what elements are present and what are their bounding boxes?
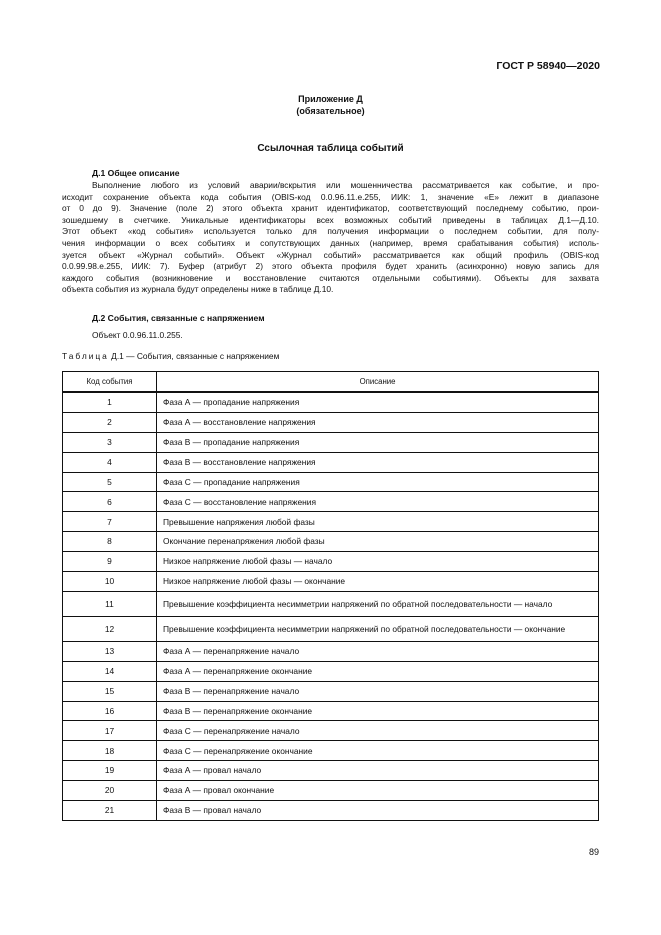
event-code-cell: 14 <box>63 661 157 681</box>
table-header-row <box>63 372 599 393</box>
event-code-cell: 20 <box>63 781 157 801</box>
table-row <box>63 591 599 616</box>
table-caption-text: Д.1 — События, связанные с напряжением <box>108 351 280 361</box>
table-caption <box>62 351 279 361</box>
event-description-cell: Превышение напряжения любой фазы <box>157 512 599 532</box>
voltage-events-table <box>62 371 599 821</box>
table-row <box>63 781 599 801</box>
event-description-cell: Превышение коэффициента несимметрии напряжений по обратной последовательности — начало <box>157 591 599 616</box>
table-row <box>63 721 599 741</box>
table-row <box>63 472 599 492</box>
event-code-cell: 6 <box>63 492 157 512</box>
table-row <box>63 572 599 592</box>
paragraph-line: Этот объект «код события» используется только для получения информации о последнем событии, для полу- <box>62 226 599 237</box>
table-row <box>63 761 599 781</box>
appendix-title: Приложение Д <box>298 94 363 104</box>
event-code-cell: 1 <box>63 392 157 412</box>
paragraph-line: Выполнение любого из условий аварии/вскрытия или мошенничества рассматривается как событие, и про- <box>92 180 599 190</box>
event-description-cell: Фаза А — перенапряжение начало <box>157 641 599 661</box>
header-description: Описание <box>157 372 599 393</box>
event-code-cell: 10 <box>63 572 157 592</box>
table-row <box>63 641 599 661</box>
event-description-cell: Фаза С — перенапряжение начало <box>157 721 599 741</box>
table-row <box>63 552 599 572</box>
table-row <box>63 392 599 412</box>
page-number: 89 <box>588 847 599 857</box>
general-description <box>62 180 599 296</box>
event-description-cell: Окончание перенапряжения любой фазы <box>157 532 599 552</box>
event-code-cell: 12 <box>63 616 157 641</box>
event-code-cell: 8 <box>63 532 157 552</box>
event-description-cell: Фаза С — пропадание напряжения <box>157 472 599 492</box>
event-description-cell: Фаза В — перенапряжение начало <box>157 681 599 701</box>
paragraph-line: зуется объект «Журнал событий». Объект «Журнал событий» рассматривается как общий профиль (OBIS-код <box>62 249 599 260</box>
event-code-cell: 17 <box>63 721 157 741</box>
event-code-cell: 4 <box>63 452 157 472</box>
event-description-cell: Превышение коэффициента несимметрии напряжений по обратной последовательности — окончание <box>157 616 599 641</box>
event-description-cell: Фаза С — перенапряжение окончание <box>157 741 599 761</box>
event-code-cell: 2 <box>63 412 157 432</box>
table-row <box>63 616 599 641</box>
table-row <box>63 801 599 821</box>
event-code-cell: 7 <box>63 512 157 532</box>
table-caption-prefix: Таблица <box>62 351 109 361</box>
table-row <box>63 661 599 681</box>
event-description-cell: Низкое напряжение любой фазы — окончание <box>157 572 599 592</box>
paragraph-line: исходит сохранение объекта кода события (OBIS-код 0.0.96.11.e.255, ИИК: 1, значение «E» лежит в диапазоне <box>62 191 599 202</box>
paragraph-line: зошедшему в счетчике. Уникальные идентификаторы всех возможных событий приведены в таблицах Д.1—Д.10. <box>62 214 599 225</box>
table-row <box>63 741 599 761</box>
page-title: Ссылочная таблица событий <box>257 143 404 154</box>
event-code-cell: 5 <box>63 472 157 492</box>
event-code-cell: 3 <box>63 432 157 452</box>
table-row <box>63 701 599 721</box>
event-code-cell: 18 <box>63 741 157 761</box>
appendix-status: (обязательное) <box>296 106 365 116</box>
event-code-cell: 16 <box>63 701 157 721</box>
paragraph-line: объекта события из журнала будут определены ниже в таблице Д.10. <box>62 284 334 295</box>
paragraph-line: от 0 до 9). Значение (поле 2) этого объекта хранит идентификатор, соответствующий последнему событию, прои- <box>62 203 599 214</box>
paragraph-line: чения информации о всех событиях и сопутствующих данных (например, время срабатывания события) исполь- <box>62 237 599 248</box>
event-description-cell: Низкое напряжение любой фазы — начало <box>157 552 599 572</box>
table-row <box>63 452 599 472</box>
event-description-cell: Фаза А — провал окончание <box>157 781 599 801</box>
table-row <box>63 512 599 532</box>
table-body <box>63 392 599 820</box>
event-description-cell: Фаза А — провал начало <box>157 761 599 781</box>
event-description-cell: Фаза В — перенапряжение окончание <box>157 701 599 721</box>
table-row <box>63 532 599 552</box>
event-code-cell: 15 <box>63 681 157 701</box>
paragraph-line: 0.0.99.98.e.255, ИИК: 7). Буфер (атрибут 2) этого объекта профиля будет хранить (асинхронно) новую запись для <box>62 261 599 272</box>
section-heading-general: Д.1 Общее описание <box>92 168 180 178</box>
event-description-cell: Фаза А — пропадание напряжения <box>157 392 599 412</box>
section-heading-voltage: Д.2 События, связанные с напряжением <box>92 313 265 323</box>
event-description-cell: Фаза С — восстановление напряжения <box>157 492 599 512</box>
table-row <box>63 412 599 432</box>
event-code-cell: 11 <box>63 591 157 616</box>
event-description-cell: Фаза А — перенапряжение окончание <box>157 661 599 681</box>
table-row <box>63 492 599 512</box>
object-code-line: Объект 0.0.96.11.0.255. <box>92 330 183 340</box>
table-row <box>63 432 599 452</box>
event-description-cell: Фаза В — пропадание напряжения <box>157 432 599 452</box>
event-code-cell: 19 <box>63 761 157 781</box>
event-description-cell: Фаза В — восстановление напряжения <box>157 452 599 472</box>
standard-number: ГОСТ Р 58940—2020 <box>496 60 600 72</box>
header-event-code: Код события <box>63 372 157 393</box>
event-code-cell: 13 <box>63 641 157 661</box>
event-code-cell: 21 <box>63 801 157 821</box>
table-row <box>63 681 599 701</box>
event-code-cell: 9 <box>63 552 157 572</box>
paragraph-line: каждого события (возникновение и восстановление считаются отдельными событиями). Объекты для захвата <box>62 272 599 283</box>
event-description-cell: Фаза А — восстановление напряжения <box>157 412 599 432</box>
event-description-cell: Фаза В — провал начало <box>157 801 599 821</box>
